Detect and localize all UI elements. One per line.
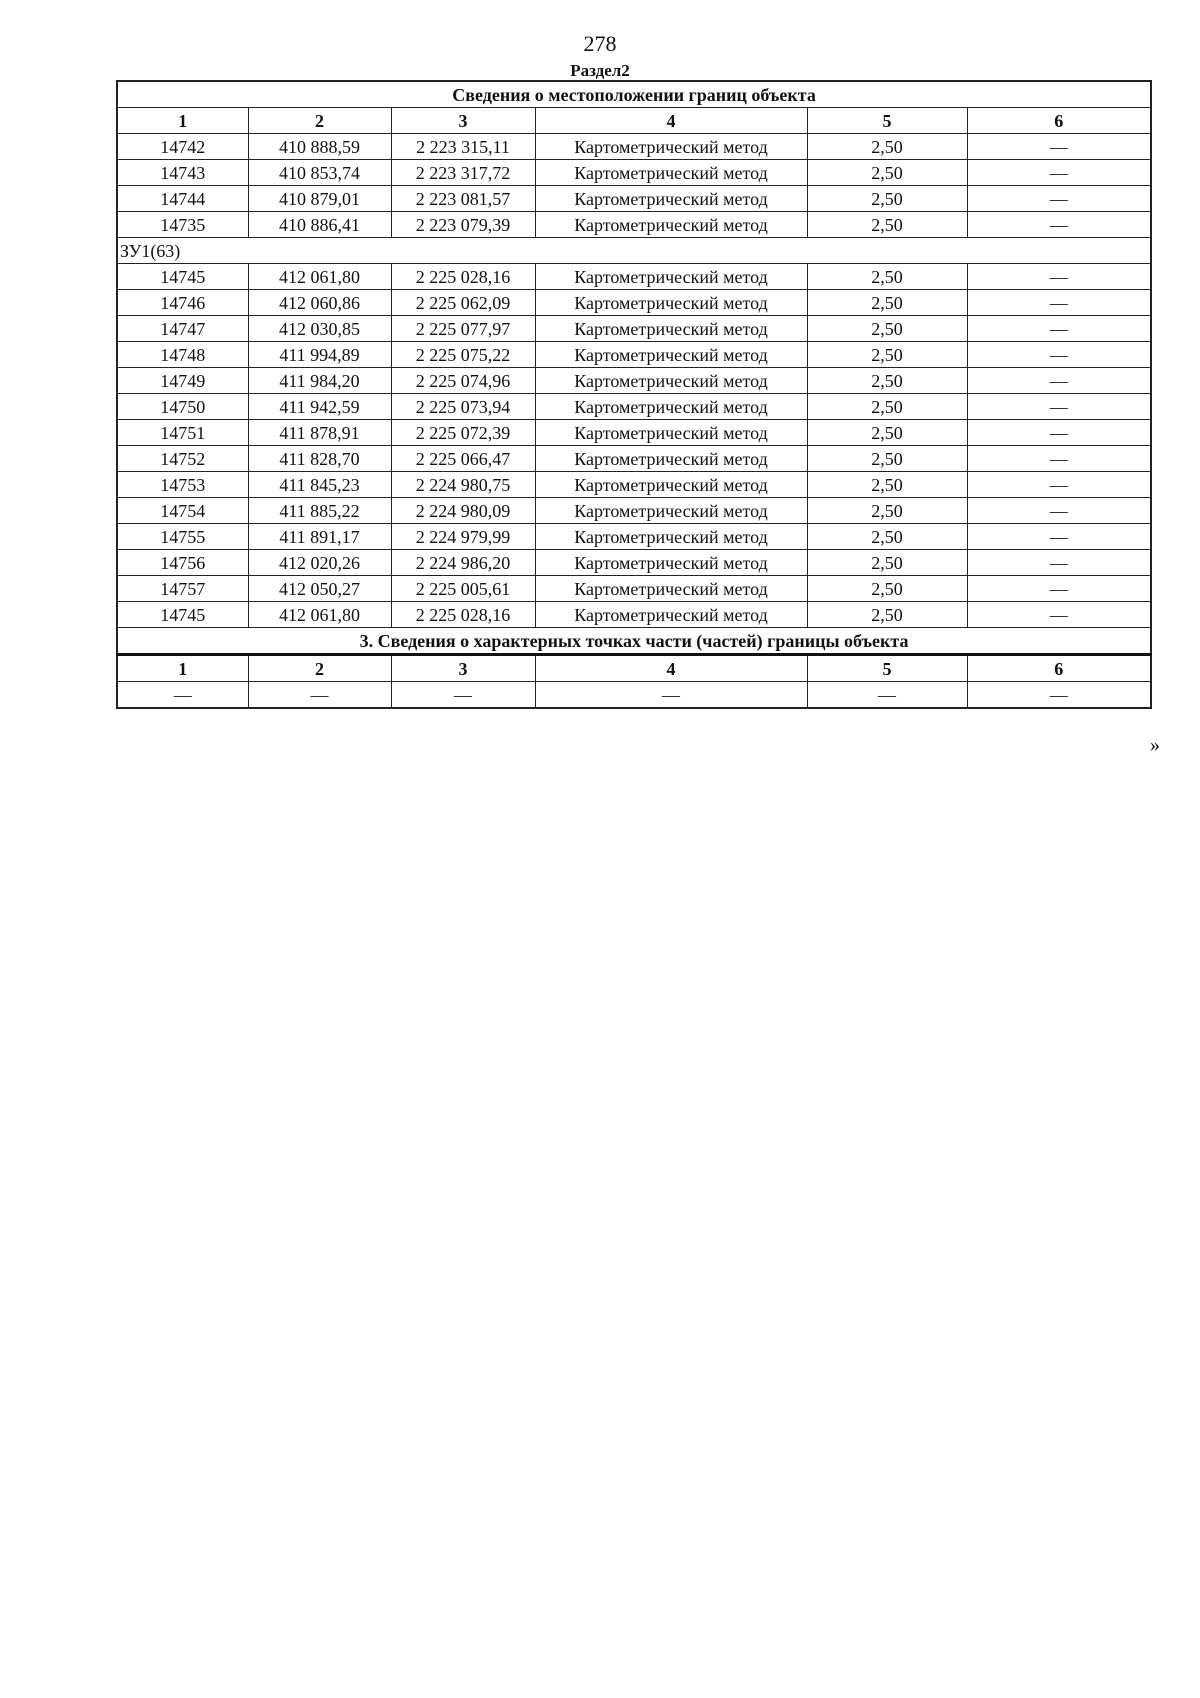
section-label: Раздел2 [570,61,630,80]
table-cell: 2 225 073,94 [391,394,535,420]
table-row [117,420,1151,446]
table-cell: — [967,524,1151,550]
table-cell: 14745 [117,602,248,628]
column-header: 2 [248,108,391,134]
table-cell: 2,50 [807,576,967,602]
table-row [117,368,1151,394]
table-cell: Картометрический метод [535,186,807,212]
page-number: 278 [583,31,617,56]
table-cell: Картометрический метод [535,160,807,186]
table-cell: — [967,602,1151,628]
table-cell: 2,50 [807,524,967,550]
table-cell: — [967,550,1151,576]
table-row [117,290,1151,316]
table-cell: Картометрический метод [535,134,807,160]
table-cell: Картометрический метод [535,472,807,498]
table-row [117,602,1151,628]
part-column-header: 4 [535,655,807,682]
table-cell: 2,50 [807,290,967,316]
table-cell: 2,50 [807,420,967,446]
part-column-header: 3 [391,655,535,682]
table-cell: 2,50 [807,160,967,186]
table-cell: 14750 [117,394,248,420]
table-cell: 14754 [117,498,248,524]
table-row [117,186,1151,212]
table-cell: 2,50 [807,134,967,160]
table-cell: 14735 [117,212,248,238]
table-cell: — [967,682,1151,709]
table-cell: — [967,498,1151,524]
table-cell: — [967,134,1151,160]
table-cell: — [967,212,1151,238]
table-cell: 411 891,17 [248,524,391,550]
table-cell: 2 225 075,22 [391,342,535,368]
table-cell: 410 853,74 [248,160,391,186]
table-cell: 2 224 979,99 [391,524,535,550]
table-cell: — [967,160,1151,186]
table-cell: 412 060,86 [248,290,391,316]
table-cell: Картометрический метод [535,550,807,576]
table-cell: 2,50 [807,472,967,498]
part-column-header: 6 [967,655,1151,682]
table-cell: — [967,576,1151,602]
column-header-row [117,108,1151,134]
table-cell: — [967,316,1151,342]
column-header: 6 [967,108,1151,134]
table-cell: 14757 [117,576,248,602]
table-cell: 411 828,70 [248,446,391,472]
table-cell: — [117,682,248,709]
table-row [117,264,1151,290]
table-cell: 2 225 072,39 [391,420,535,446]
table-cell: — [391,682,535,709]
table-cell: 2 225 074,96 [391,368,535,394]
table-cell: 412 020,26 [248,550,391,576]
table-cell: 2,50 [807,212,967,238]
table-cell: 14742 [117,134,248,160]
table-cell: 14745 [117,264,248,290]
table-row [117,576,1151,602]
table-cell: Картометрический метод [535,368,807,394]
table-cell: 412 061,80 [248,602,391,628]
table-cell: 14744 [117,186,248,212]
table-cell: Картометрический метод [535,524,807,550]
table-cell: 2,50 [807,446,967,472]
table-cell: 14756 [117,550,248,576]
table-row [117,498,1151,524]
column-header: 1 [117,108,248,134]
table-cell: 2 225 028,16 [391,602,535,628]
closing-quote: » [1150,734,1160,756]
table-cell: 2 223 315,11 [391,134,535,160]
table-cell: 2 224 980,09 [391,498,535,524]
table-cell: 2 225 077,97 [391,316,535,342]
part-column-header: 1 [117,655,248,682]
table-cell: 411 942,59 [248,394,391,420]
table-cell: Картометрический метод [535,290,807,316]
table-cell: 411 885,22 [248,498,391,524]
table-cell: Картометрический метод [535,264,807,290]
table-row [117,446,1151,472]
table-cell: 14755 [117,524,248,550]
table-cell: 410 888,59 [248,134,391,160]
table-cell: Картометрический метод [535,212,807,238]
table-title: Сведения о местоположении границ объекта [117,81,1151,108]
table-cell: 410 879,01 [248,186,391,212]
table-cell: — [967,368,1151,394]
table-cell: 2,50 [807,394,967,420]
table-cell: Картометрический метод [535,576,807,602]
table-cell: 2,50 [807,316,967,342]
table-cell: — [967,472,1151,498]
table-cell: — [535,682,807,709]
table-cell: — [967,342,1151,368]
table-cell: 14746 [117,290,248,316]
boundary-table [116,80,1152,709]
group-row [117,238,1151,264]
group-label: ЗУ1(63) [117,238,1151,264]
table-cell: 14752 [117,446,248,472]
table-cell: 2 223 079,39 [391,212,535,238]
table-cell: 411 994,89 [248,342,391,368]
table-cell: — [967,394,1151,420]
table-row [117,316,1151,342]
table-cell: 2,50 [807,186,967,212]
table-cell: Картометрический метод [535,316,807,342]
table-row [117,212,1151,238]
table-cell: Картометрический метод [535,420,807,446]
table-cell: 412 061,80 [248,264,391,290]
table-cell: 2 223 317,72 [391,160,535,186]
table-cell: — [967,186,1151,212]
table-cell: — [967,446,1151,472]
table-cell: 2,50 [807,342,967,368]
table-cell: 14753 [117,472,248,498]
table-cell: 14749 [117,368,248,394]
part-section-title: 3. Сведения о характерных точках части (частей) границы объекта [117,628,1151,655]
table-cell: 2 225 066,47 [391,446,535,472]
table-cell: Картометрический метод [535,394,807,420]
table-row [117,524,1151,550]
table-cell: Картометрический метод [535,498,807,524]
table-cell: — [807,682,967,709]
part-column-header: 5 [807,655,967,682]
table-row [117,472,1151,498]
table-cell: 2 225 005,61 [391,576,535,602]
table-row [117,342,1151,368]
table-row [117,160,1151,186]
table-row [117,394,1151,420]
column-header: 4 [535,108,807,134]
table-cell: — [967,420,1151,446]
table-cell: 411 845,23 [248,472,391,498]
table-cell: Картометрический метод [535,446,807,472]
table-cell: 2,50 [807,498,967,524]
part-column-header: 2 [248,655,391,682]
table-cell: 2,50 [807,264,967,290]
table-cell: Картометрический метод [535,602,807,628]
table-cell: 2 225 028,16 [391,264,535,290]
table-cell: — [967,264,1151,290]
table-cell: 2 225 062,09 [391,290,535,316]
table-cell: 2,50 [807,550,967,576]
table-cell: 2 224 980,75 [391,472,535,498]
table-title-row [117,81,1151,108]
part-section-title-row [117,628,1151,655]
table-row [117,550,1151,576]
table-cell: — [248,682,391,709]
table-cell: — [967,290,1151,316]
table-cell: 14751 [117,420,248,446]
table-cell: 2,50 [807,602,967,628]
column-header: 5 [807,108,967,134]
table-cell: 411 984,20 [248,368,391,394]
table-cell: 410 886,41 [248,212,391,238]
table-cell: 2 224 986,20 [391,550,535,576]
table-cell: 2,50 [807,368,967,394]
table-cell: 14747 [117,316,248,342]
table-cell: 411 878,91 [248,420,391,446]
table-cell: Картометрический метод [535,342,807,368]
part-column-header-row [117,655,1151,682]
column-header: 3 [391,108,535,134]
table-cell: 14743 [117,160,248,186]
table-cell: 14748 [117,342,248,368]
table-row [117,682,1151,709]
table-cell: 412 030,85 [248,316,391,342]
table-cell: 2 223 081,57 [391,186,535,212]
table-row [117,134,1151,160]
table-cell: 412 050,27 [248,576,391,602]
